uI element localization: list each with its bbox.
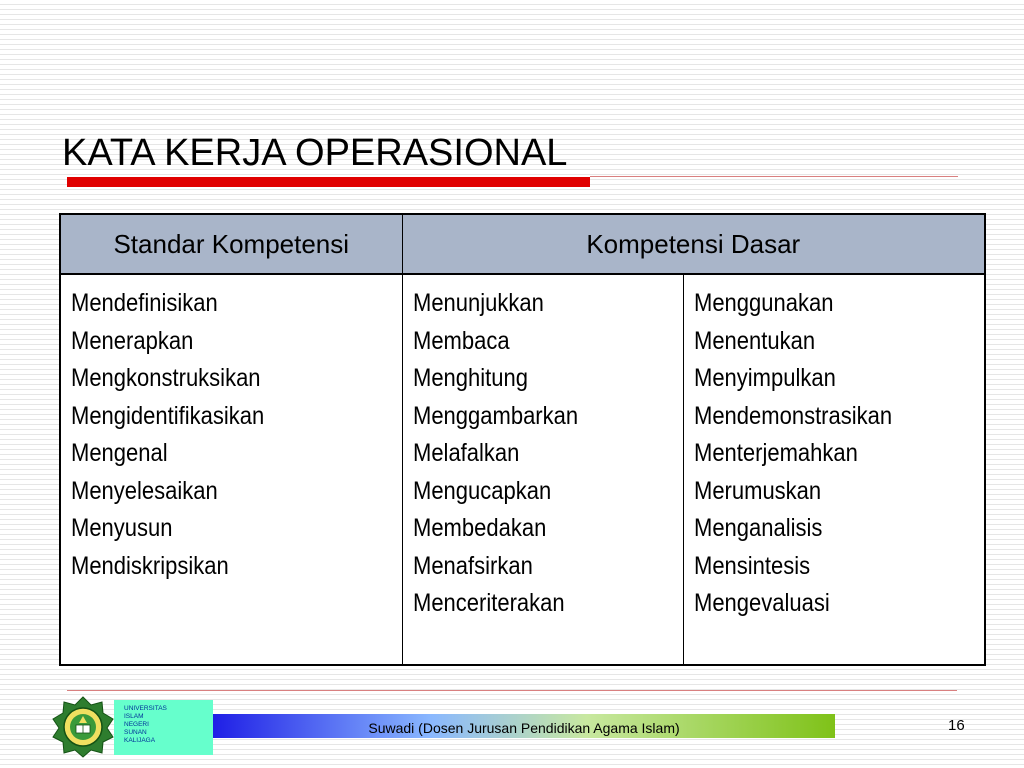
title-divider-line (590, 176, 958, 177)
list-item: Mengucapkan (412, 476, 551, 505)
list-item: Membedakan (412, 514, 546, 542)
verb-list (71, 285, 392, 585)
logo-text-line: NEGERI (124, 721, 149, 728)
list-item: Menunjukkan (412, 289, 544, 317)
table-row (60, 274, 985, 665)
list-item: Menghitung (412, 364, 528, 392)
list-item: Menafsirkan (412, 551, 533, 580)
university-name-box (114, 700, 213, 755)
list-item: Menerapkan (71, 326, 194, 355)
logo-text-line: ISLAM (124, 713, 144, 720)
list-item: Mendemonstrasikan (693, 401, 892, 430)
list-item: Mengkonstruksikan (71, 364, 261, 392)
verb-table (59, 213, 986, 666)
list-item: Mendiskripsikan (71, 551, 229, 580)
logo-text-line: KALIJAGA (124, 737, 156, 744)
list-item: Mensintesis (693, 551, 810, 580)
column-standar-kompetensi (60, 274, 402, 665)
page-number: 16 (948, 717, 965, 734)
title-accent-bar (67, 177, 590, 187)
list-item: Menggambarkan (412, 401, 578, 430)
list-item: Mengidentifikasikan (71, 401, 265, 430)
list-item: Mengenal (71, 439, 168, 467)
list-item: Menentukan (693, 326, 815, 355)
list-item: Menyusun (71, 514, 173, 542)
column-kompetensi-dasar-2 (683, 274, 985, 665)
footer-divider-line (67, 690, 957, 691)
list-item: Menterjemahkan (693, 439, 858, 467)
university-emblem-icon (52, 696, 114, 758)
list-item: Menceriterakan (412, 589, 565, 617)
list-item: Mengevaluasi (693, 589, 830, 617)
table-header-row (60, 214, 985, 274)
list-item: Menganalisis (693, 514, 822, 542)
verb-list (413, 285, 673, 623)
footer-credit-bar (213, 714, 835, 738)
logo-text-line: UNIVERSITAS (124, 705, 167, 712)
list-item: Menyelesaikan (71, 476, 218, 505)
header-standar-kompetensi: Standar Kompetensi (60, 214, 402, 274)
list-item: Membaca (412, 326, 510, 355)
list-item: Menggunakan (693, 289, 833, 317)
footer-affiliation: (Dosen Jurusan Pendidikan Agama Islam) (418, 720, 680, 736)
slide-title: KATA KERJA OPERASIONAL (62, 132, 568, 174)
header-kompetensi-dasar: Kompetensi Dasar (402, 214, 985, 274)
list-item: Merumuskan (693, 476, 821, 505)
logo-text-line: SUNAN (124, 729, 147, 736)
list-item: Mendefinisikan (71, 289, 218, 317)
verb-list (694, 285, 975, 623)
column-kompetensi-dasar-1 (402, 274, 683, 665)
list-item: Menyimpulkan (693, 364, 836, 392)
footer-author: Suwadi (368, 720, 415, 736)
list-item: Melafalkan (412, 439, 519, 467)
